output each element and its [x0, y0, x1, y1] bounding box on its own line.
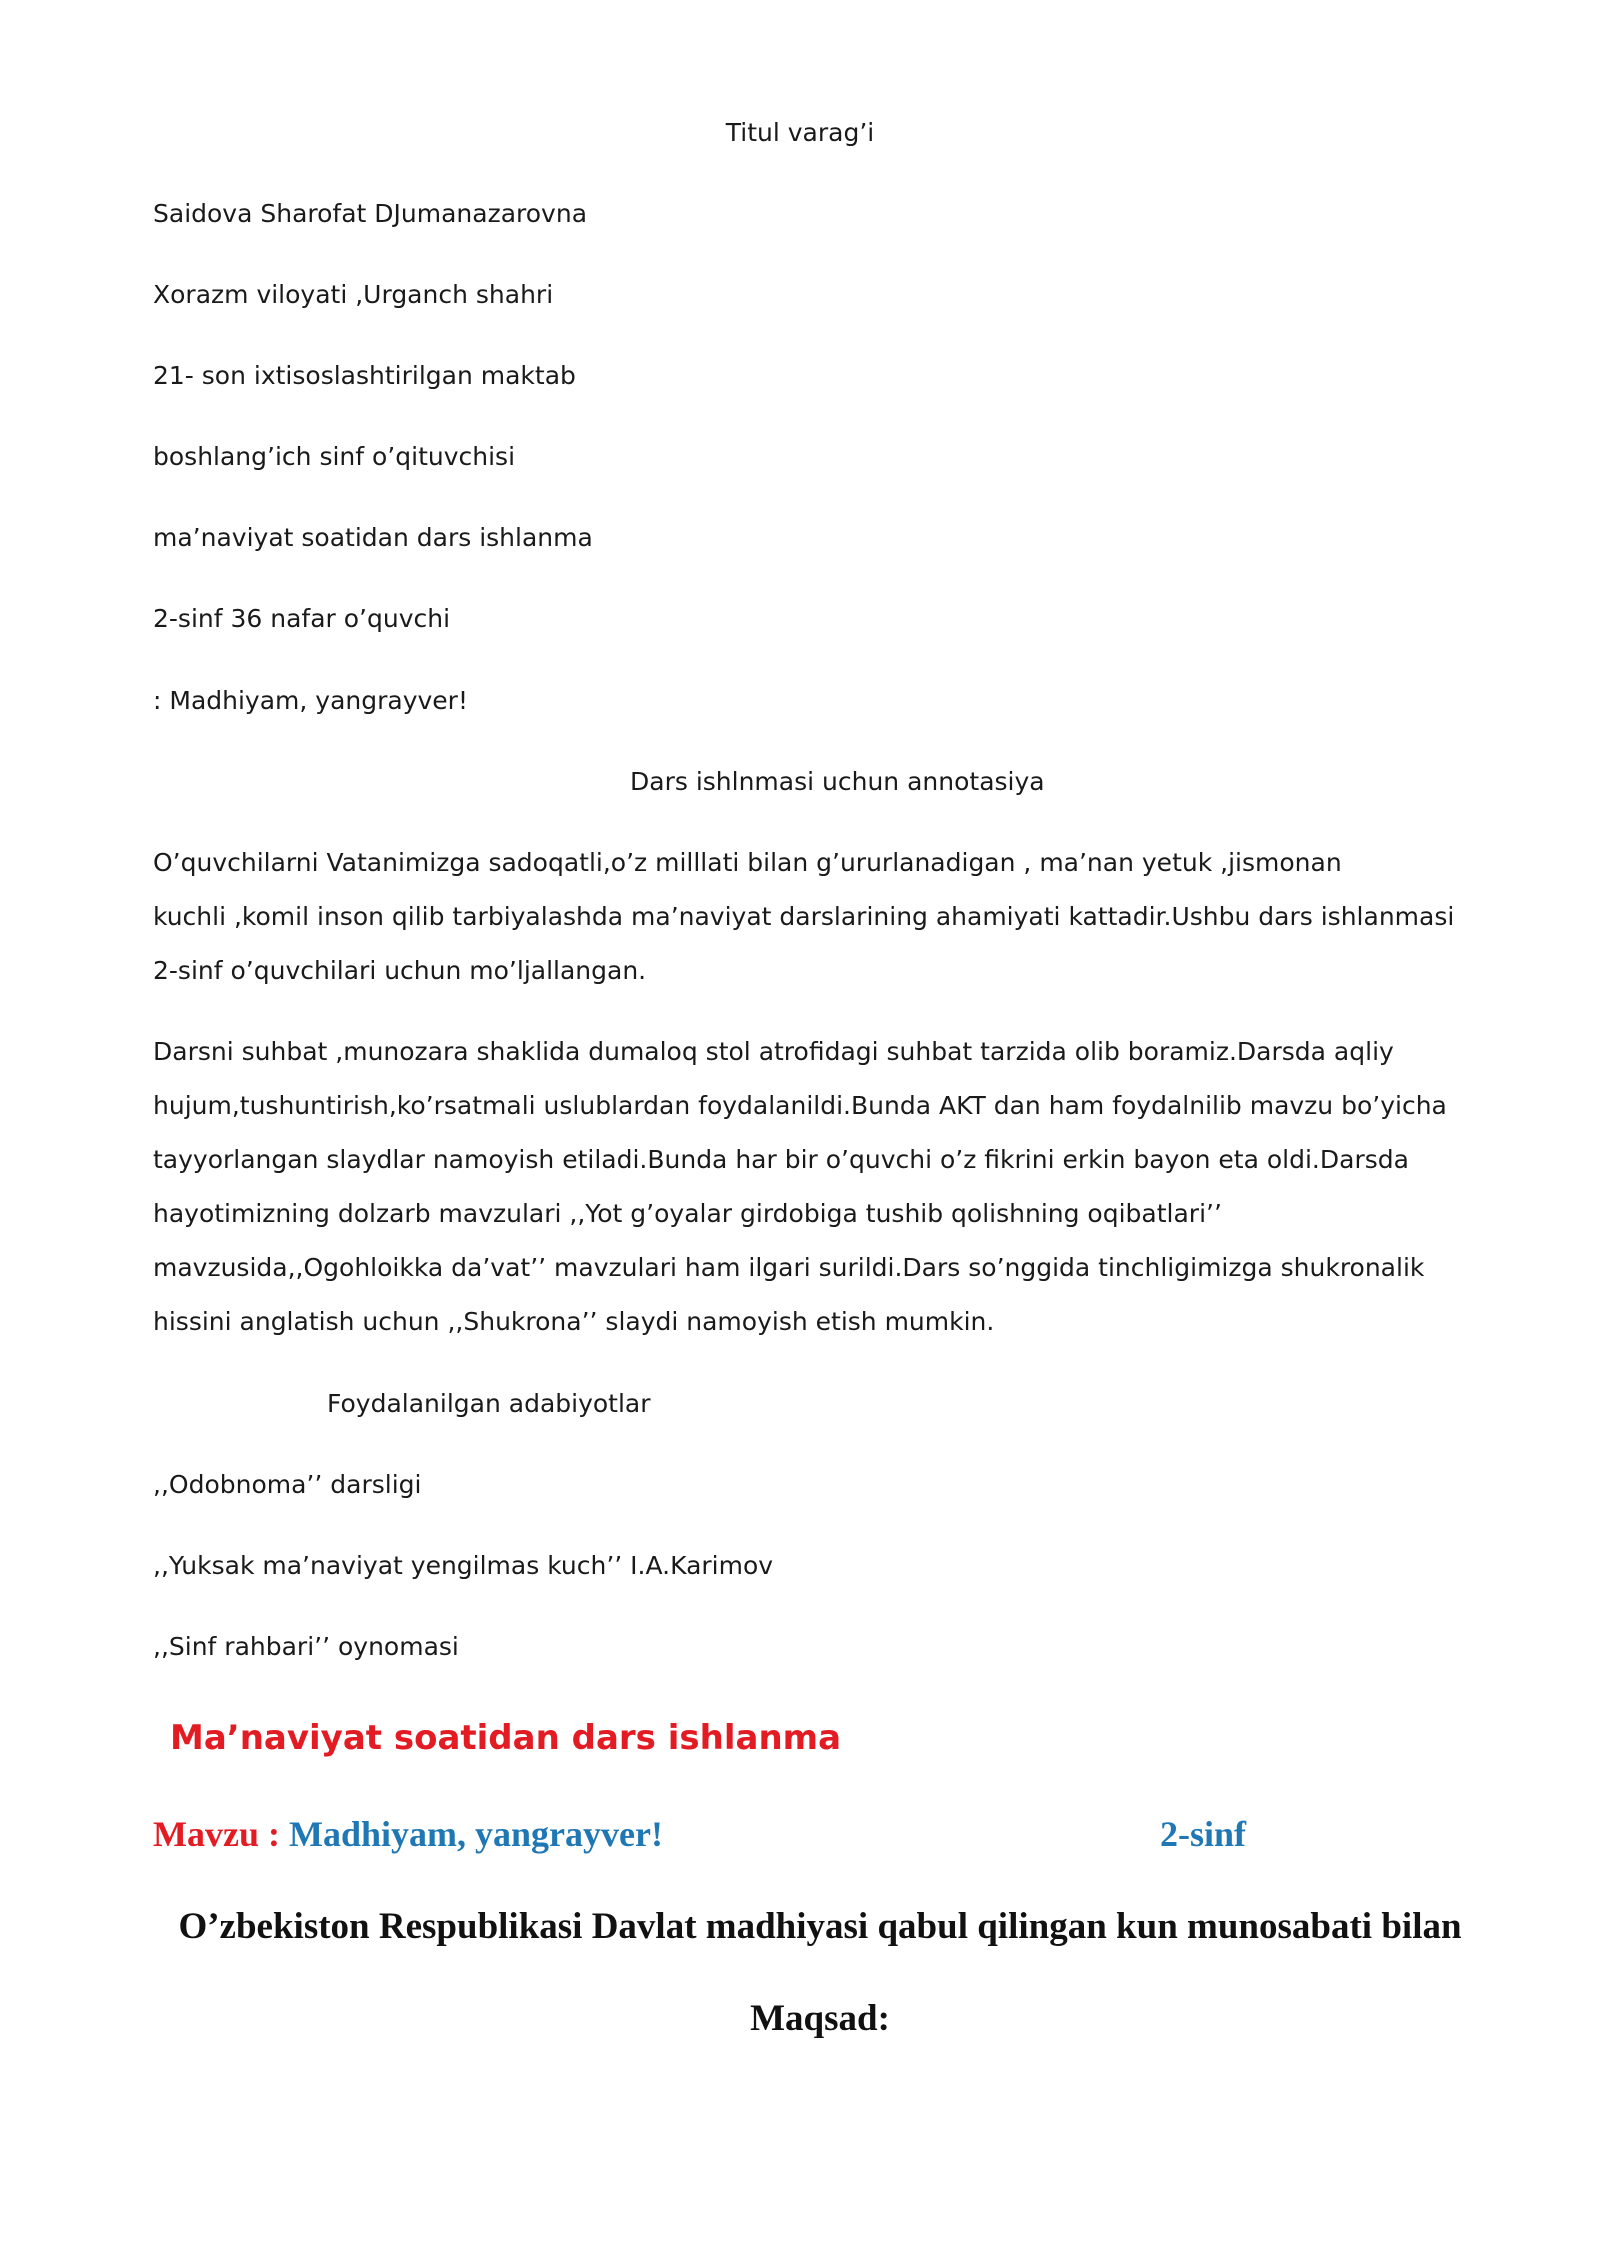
- paragraph-line: O’quvchilarni Vatanimizga sadoqatli,o’z milllati bilan g’ururlanadigan , ma’nan yetuk ,jismonan: [153, 848, 1342, 877]
- paragraph-line: 2-sinf o’quvchilari uchun mo’ljallangan.: [153, 956, 647, 985]
- reference-item: ,,Odobnoma’’ darsligi: [153, 1470, 422, 1499]
- references-heading: Foydalanilgan adabiyotlar: [327, 1389, 651, 1418]
- class-info-line: 2-sinf 36 nafar o’quvchi: [153, 604, 451, 633]
- annotation-paragraph-1: [153, 836, 1463, 998]
- topic-line: : Madhiyam, yangrayver!: [153, 686, 468, 715]
- school-line: 21- son ixtisoslashtirilgan maktab: [153, 361, 576, 390]
- paragraph-line: hissini anglatish uchun ,,Shukrona’’ slaydi namoyish etish mumkin.: [153, 1307, 995, 1336]
- occasion-line: O’zbekiston Respublikasi Davlat madhiyasi qabul qilingan kun munosabati bilan: [178, 1906, 1462, 1947]
- annotation-heading: Dars ishlnmasi uchun annotasiya: [630, 767, 1045, 796]
- lesson-topic-row: [153, 1812, 663, 1856]
- topic-value: Madhiyam, yangrayver!: [288, 1814, 663, 1854]
- paragraph-line: kuchli ,komil inson qilib tarbiyalashda ma’naviyat darslarining ahamiyati kattadir.Ushbu dars ishlanmasi: [153, 902, 1455, 931]
- reference-item: ,,Yuksak ma’naviyat yengilmas kuch’’ I.A.Karimov: [153, 1551, 774, 1580]
- topic-label: Mavzu :: [153, 1814, 289, 1854]
- paragraph-line: hayotimizning dolzarb mavzulari ,,Yot g’oyalar girdobiga tushib qolishning oqibatlari’’: [153, 1199, 1222, 1228]
- position-line: boshlang’ich sinf o’qituvchisi: [153, 442, 516, 471]
- lesson-title: Ma’naviyat soatidan dars ishlanma: [170, 1718, 842, 1758]
- paragraph-line: hujum,tushuntirish,ko’rsatmali uslublardan foydalanildi.Bunda AKT dan ham foydalnilib mavzu bo’yicha: [153, 1091, 1447, 1120]
- subject-line: ma’naviyat soatidan dars ishlanma: [153, 523, 593, 552]
- region-line: Xorazm viloyati ,Urganch shahri: [153, 280, 554, 309]
- grade-label: 2-sinf: [1160, 1814, 1247, 1854]
- title-page-heading: Titul varag’i: [725, 118, 875, 147]
- author-name: Saidova Sharofat DJumanazarovna: [153, 199, 588, 228]
- reference-item: ,,Sinf rahbari’’ oynomasi: [153, 1632, 459, 1661]
- paragraph-line: mavzusida,,Ogohloikka da’vat’’ mavzulari ham ilgari surildi.Dars so’nggida tinchligimizga shukronalik: [153, 1253, 1425, 1282]
- annotation-paragraph-2: [153, 1025, 1463, 1349]
- goal-label: Maqsad:: [750, 1998, 890, 2039]
- paragraph-line: Darsni suhbat ,munozara shaklida dumaloq stol atrofidagi suhbat tarzida olib boramiz.Darsda aqliy: [153, 1037, 1394, 1066]
- paragraph-line: tayyorlangan slaydlar namoyish etiladi.Bunda har bir o’quvchi o’z fikrini erkin bayon eta oldi.Darsda: [153, 1145, 1409, 1174]
